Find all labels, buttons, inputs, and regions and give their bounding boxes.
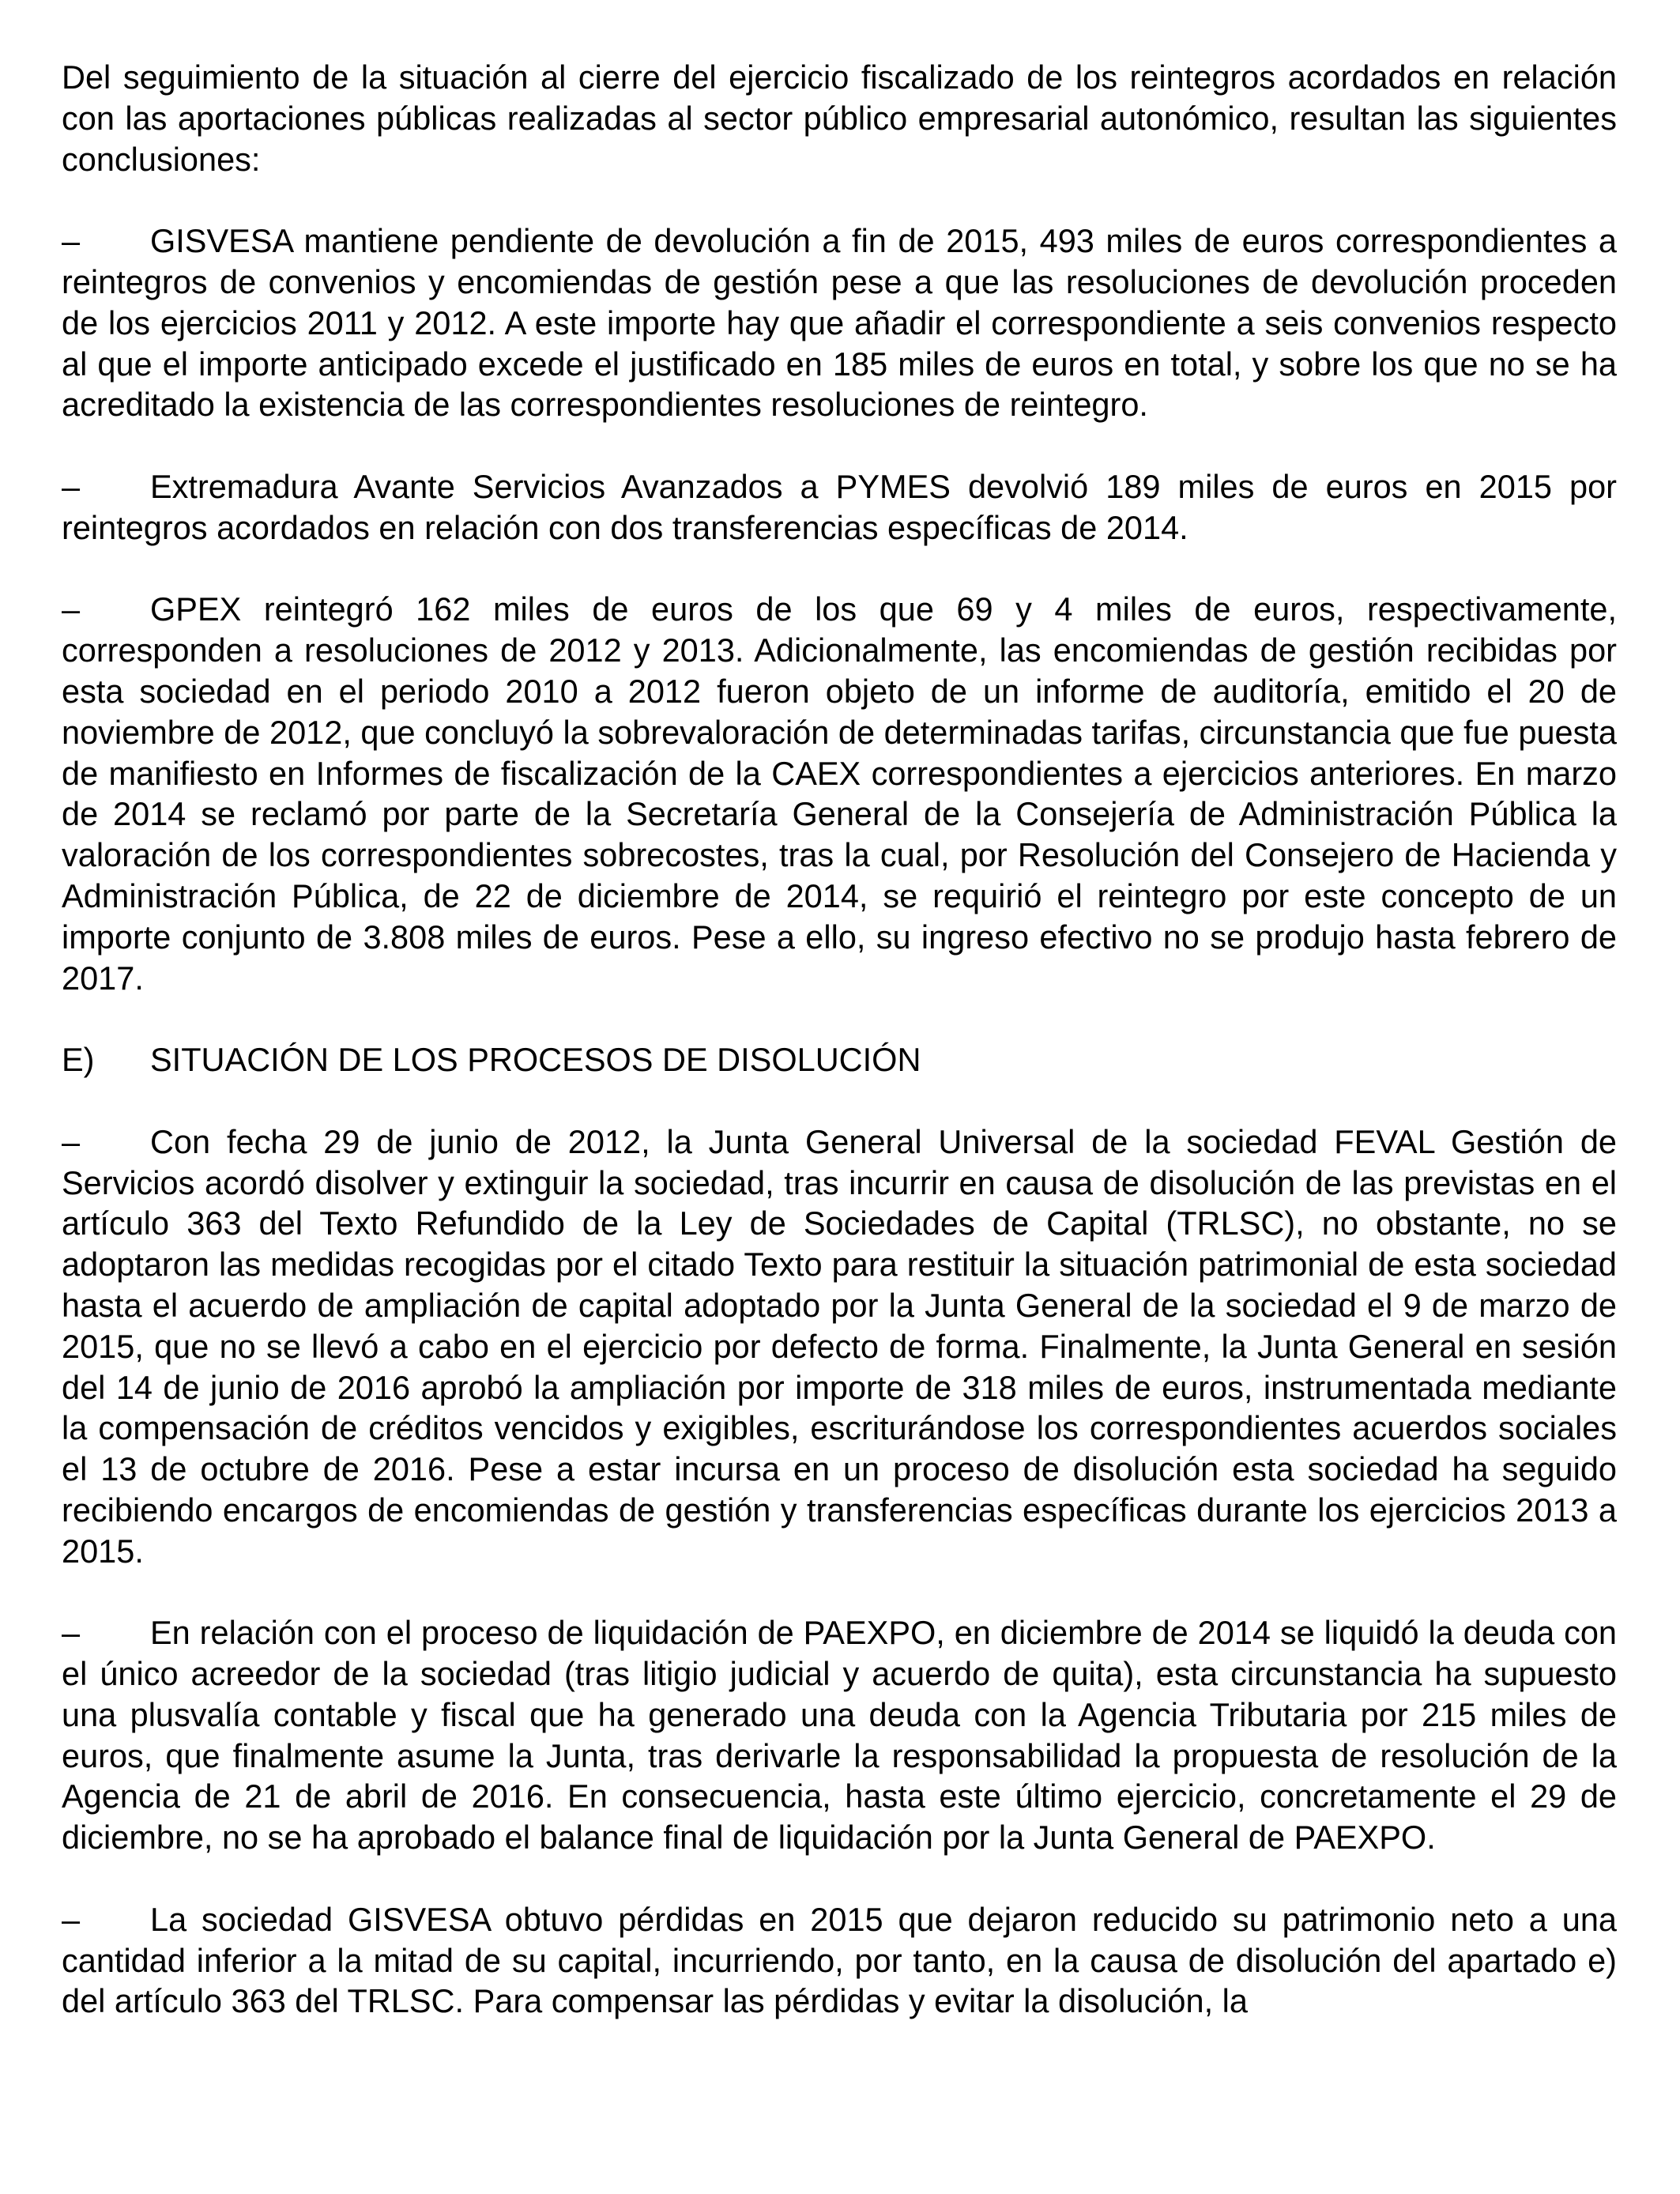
bullet-paragraph-gpex <box>62 589 1617 998</box>
document-page <box>62 57 1617 2022</box>
bullet-dash: – <box>62 590 81 628</box>
bullet-text: La sociedad GISVESA obtuvo pérdidas en 2015 que dejaron reducido su patrimonio neto a una cantidad inferior a la mitad de su capital, incurriendo, por tanto, en la causa de disolución del apartado e) del artículo 363 del TRLSC. Para compensar las pérdidas y evitar la disolución, la <box>62 1900 1617 2020</box>
bullet-text: GISVESA mantiene pendiente de devolución a fin de 2015, 493 miles de euros correspondientes a reintegros de convenios y encomiendas de gestión pese a que las resoluciones de devolución proceden de los ejercicios 2011 y 2012. A este importe hay que añadir el correspondiente a seis convenios respecto al que el importe anticipado excede el justificado en 185 miles de euros en total, y sobre los que no se ha acreditado la existencia de las correspondientes resoluciones de reintegro. <box>62 222 1617 424</box>
bullet-text: En relación con el proceso de liquidación de PAEXPO, en diciembre de 2014 se liquidó la deuda con el único acreedor de la sociedad (tras litigio judicial y acuerdo de quita), esta circunstancia ha supuesto una plusvalía contable y fiscal que ha generado una deuda con la Agencia Tributaria por 215 miles de euros, que finalmente asume la Junta, tras derivarle la responsabilidad la propuesta de resolución de la Agencia de 21 de abril de 2016. En consecuencia, hasta este último ejercicio, concretamente el 29 de diciembre, no se ha aprobado el balance final de liquidación por la Junta General de PAEXPO. <box>62 1614 1617 1857</box>
bullet-dash: – <box>62 222 81 260</box>
bullet-dash: – <box>62 1122 81 1160</box>
bullet-dash: – <box>62 467 81 505</box>
bullet-text: Con fecha 29 de junio de 2012, la Junta General Universal de la sociedad FEVAL Gestión de Servicios acordó disolver y extinguir la sociedad, tras incurrir en causa de disolución de las previstas en el artículo 363 del Texto Refundido de la Ley de Sociedades de Capital (TRLSC), no obstante, no se adoptaron las medidas recogidas por el citado Texto para restituir la situación patrimonial de esta sociedad hasta el acuerdo de ampliación de capital adoptado por la Junta General de la sociedad el 9 de marzo de 2015, que no se llevó a cabo en el ejercicio por defecto de forma. Finalmente, la Junta General en sesión del 14 de junio de 2016 aprobó la ampliación por importe de 318 miles de euros, instrumentada mediante la compensación de créditos vencidos y exigibles, escriturándose los correspondientes acuerdos sociales el 13 de octubre de 2016. Pese a estar incursa en un proceso de disolución esta sociedad ha seguido recibiendo encargos de encomiendas de gestión y transferencias específicas durante los ejercicios 2013 a 2015. <box>62 1122 1617 1570</box>
section-title: SITUACIÓN DE LOS PROCESOS DE DISOLUCIÓN <box>150 1041 921 1079</box>
intro-paragraph: Del seguimiento de la situación al cierre del ejercicio fiscalizado de los reintegros acordados en relación con las aportaciones públicas realizadas al sector público empresarial autonómico, resultan las siguientes conclusiones: <box>62 58 1617 178</box>
bullet-paragraph-paexpo <box>62 1612 1617 1858</box>
bullet-paragraph-gisvesa-reintegros <box>62 221 1617 425</box>
section-heading <box>62 1039 1617 1080</box>
bullet-dash: – <box>62 1900 81 1938</box>
bullet-paragraph-avante <box>62 466 1617 548</box>
bullet-text: Extremadura Avante Servicios Avanzados a PYMES devolvió 189 miles de euros en 2015 por reintegros acordados en relación con dos transferencias específicas de 2014. <box>62 467 1617 546</box>
bullet-text: GPEX reintegró 162 miles de euros de los que 69 y 4 miles de euros, respectivamente, corresponden a resoluciones de 2012 y 2013. Adicionalmente, las encomiendas de gestión recibidas por esta sociedad en el periodo 2010 a 2012 fueron objeto de un informe de auditoría, emitido el 20 de noviembre de 2012, que concluyó la sobrevaloración de determinadas tarifas, circunstancia que fue puesta de manifiesto en Informes de fiscalización de la CAEX correspondientes a ejercicios anteriores. En marzo de 2014 se reclamó por parte de la Secretaría General de la Consejería de Administración Pública la valoración de los correspondientes sobrecostes, tras la cual, por Resolución del Consejero de Hacienda y Administración Pública, de 22 de diciembre de 2014, se requirió el reintegro por este concepto de un importe conjunto de 3.808 miles de euros. Pese a ello, su ingreso efectivo no se produjo hasta febrero de 2017. <box>62 590 1617 997</box>
bullet-paragraph-gisvesa-perdidas <box>62 1899 1617 2022</box>
bullet-dash: – <box>62 1614 81 1652</box>
bullet-paragraph-feval <box>62 1122 1617 1572</box>
section-letter: E) <box>62 1041 95 1079</box>
